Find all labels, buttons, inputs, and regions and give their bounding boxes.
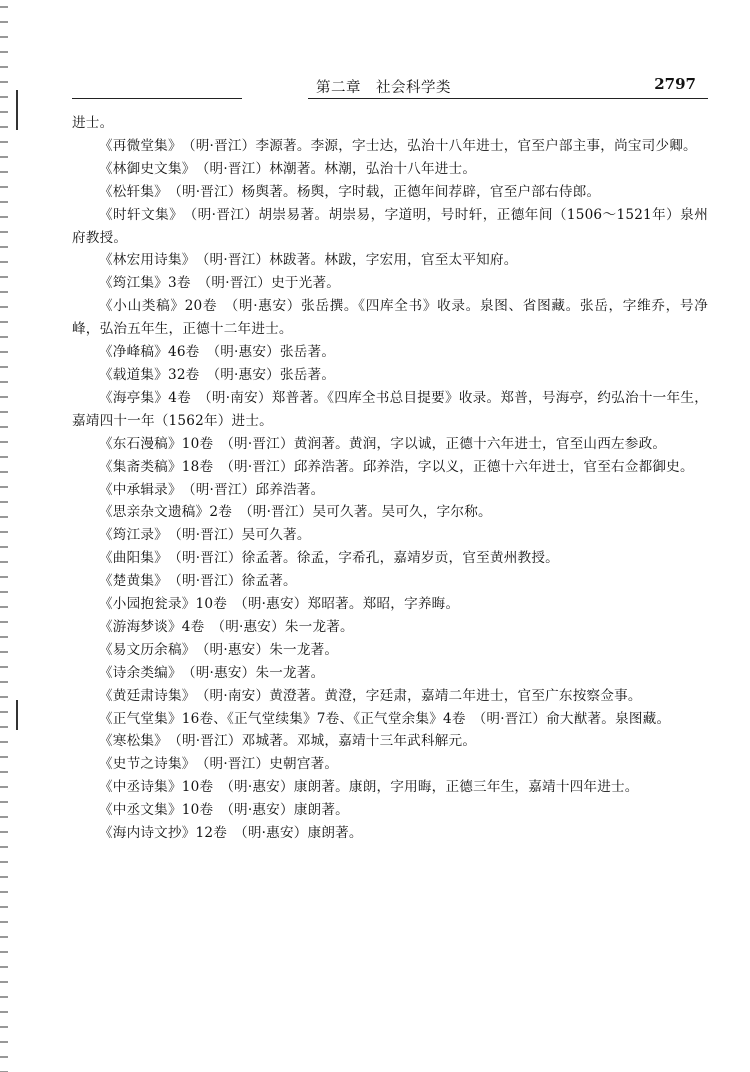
bibliography-entry: 《诗余类编》 （明·惠安）朱一龙著。 (99, 664, 325, 681)
bibliography-entry: 《筠江集》3卷 （明·晋江）史于光著。 (99, 275, 341, 292)
bibliography-entry: 《易文历余稿》 （明·惠安）朱一龙著。 (99, 641, 339, 658)
page-header (72, 74, 708, 98)
chapter-title: 第二章 社会科学类 (316, 80, 451, 96)
bibliography-entry: 《正气堂集》16卷、《正气堂续集》7卷、《正气堂余集》4卷 （明·晋江）俞大猷著。泉图藏。 (99, 710, 671, 727)
scan-mark (16, 700, 18, 730)
bibliography-entry: 《中丞诗集》10卷 （明·惠安）康朗著。康朗，字用晦，正德三年生，嘉靖十四年进士。 (99, 779, 639, 796)
bibliography-entry: 《楚黄集》 （明·晋江）徐孟著。 (99, 573, 297, 590)
bibliography-entry: 《思亲杂文遗稿》2卷 （明·晋江）吴可久著。吴可久，字尔称。 (99, 504, 492, 521)
header-rule-right (308, 98, 708, 99)
bibliography-entry: 《小山类稿》20卷 （明·惠安）张岳撰。《四库全书》收录。泉图、省图藏。张岳，字维乔，号净峰，弘治五年生，正德十二年进士。 (72, 298, 708, 338)
page-number: 2797 (654, 75, 696, 93)
bibliography-entry: 《中承辑录》 （明·晋江）邱养浩著。 (99, 481, 325, 498)
bibliography-entry: 《载道集》32卷 （明·惠安）张岳著。 (99, 366, 336, 383)
bibliography-entry: 《松轩集》 （明·晋江）杨舆著。杨舆，字时载，正德年间荐辟，官至户部右侍郎。 (99, 183, 601, 200)
bibliography-entry: 《史节之诗集》 （明·晋江）史朝宫著。 (99, 756, 339, 773)
bibliography-entry: 《筠江录》 （明·晋江）吴可久著。 (99, 527, 311, 544)
scan-mark (16, 90, 18, 130)
bibliography-entry: 《中丞文集》10卷 （明·惠安）康朗著。 (99, 802, 349, 819)
bibliography-entry: 《林御史文集》 （明·晋江）林潮著。林潮，弘治十八年进士。 (99, 160, 477, 177)
bibliography-entry: 《游海梦谈》4卷 （明·惠安）朱一龙著。 (99, 618, 354, 635)
page-body (72, 112, 708, 845)
bibliography-entry: 《小园抱瓮录》10卷 （明·惠安）郑昭著。郑昭，字养晦。 (99, 596, 460, 613)
header-rule-left (72, 98, 242, 99)
bibliography-entry: 《时轩文集》 （明·晋江）胡崇易著。胡崇易，字道明，号时轩，正德年间（1506～1521年）泉州府教授。 (72, 206, 708, 246)
bibliography-entry: 《净峰稿》46卷 （明·惠安）张岳著。 (99, 344, 336, 361)
bibliography-entry: 《海亭集》4卷 （明·南安）郑普著。《四库全书总目提要》收录。郑普，号海亭，约弘治十一年生，嘉靖四十一年（1562年）进士。 (72, 389, 708, 429)
bibliography-entry: 《海内诗文抄》12卷 （明·惠安）康朗著。 (99, 825, 363, 842)
bibliography-entry: 《寒松集》 （明·晋江）邓城著。邓城，嘉靖十三年武科解元。 (99, 733, 477, 750)
bibliography-entry: 《再微堂集》 （明·晋江）李源著。李源，字士达，弘治十八年进士，官至户部主事，尚宝司少卿。 (99, 137, 697, 154)
bibliography-entry: 《集斋类稿》18卷 （明·晋江）邱养浩著。邱养浩，字以义，正德十六年进士，官至右佥都御史。 (99, 458, 694, 475)
scan-edge-artifact (0, 0, 8, 1072)
bibliography-entry: 《黄廷肃诗集》 （明·南安）黄澄著。黄澄，字廷肃，嘉靖二年进士，官至广东按察佥事。 (99, 687, 642, 704)
bibliography-entry: 《林宏用诗集》 （明·晋江）林跋著。林跋，字宏用，官至太平知府。 (99, 252, 518, 269)
bibliography-entry: 《东石漫稿》10卷 （明·晋江）黄润著。黄润，字以诚，正德十六年进士，官至山西左参政。 (99, 435, 667, 452)
paragraph: 进士。 (72, 115, 114, 131)
bibliography-entry: 《曲阳集》 （明·晋江）徐孟著。徐孟，字希孔，嘉靖岁贡，官至黄州教授。 (99, 550, 559, 567)
